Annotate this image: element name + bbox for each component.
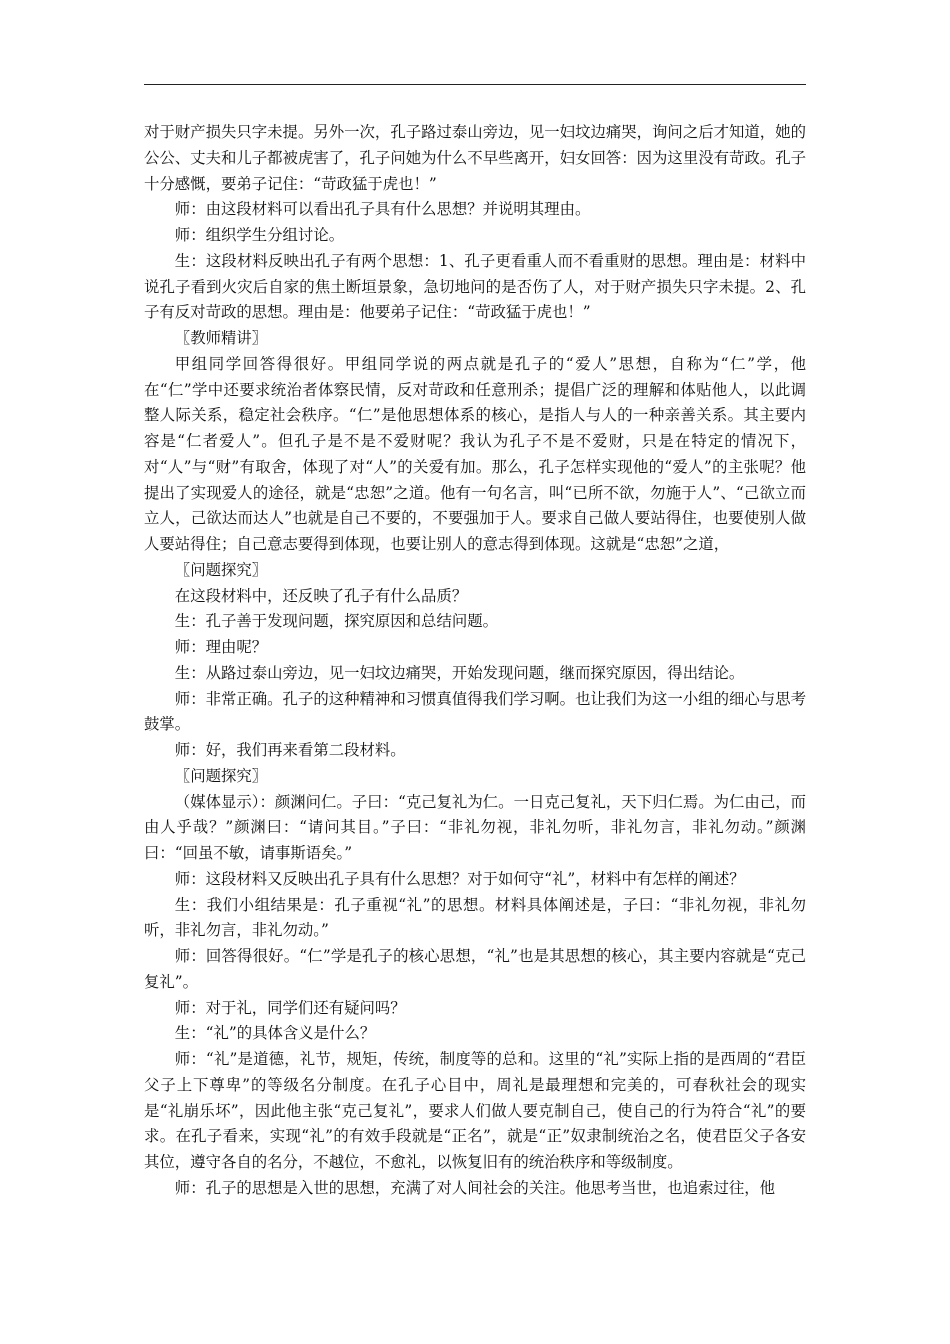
section-heading: 〖问题探究〗 — [174, 560, 268, 579]
section-heading: 〖问题探究〗 — [174, 766, 268, 785]
paragraph: 师：“礼”是道德，礼节，规矩，传统，制度等的总和。这里的“礼”实际上指的是西周的“君臣父子上下尊卑”的等级名分制度。在孔子心目中，周礼是最理想和完美的，可春秋社会的现实是“礼崩乐坏”，因此他主张“克己复礼”，要求人们做人要克制自己，使自己的行为符合“礼”的要求。在孔子看来，实现“礼”的有效手段就是“正名”，就是“正”奴隶制统治之名，使君臣父子各安其位，遵守各自的名分，不越位，不愈礼，以恢复旧有的统治秩序和等级制度。 — [144, 1050, 806, 1171]
paragraph: 师：由这段材料可以看出孔子具有什么思想？并说明其理由。 — [174, 200, 591, 219]
paragraph: 生：我们小组结果是：孔子重视“礼”的思想。材料具体阐述是，子曰：“非礼勿视，非礼勿听，非礼勿言，非礼勿动。” — [144, 895, 806, 940]
paragraph: 师：回答得很好。“仁”学是孔子的核心思想，“礼”也是其思想的核心，其主要内容就是“克己复礼”。 — [144, 947, 806, 991]
paragraph: 生：孔子善于发现问题，探究原因和总结问题。 — [174, 612, 499, 631]
paragraph: 在这段材料中，还反映了孔子有什么品质？ — [174, 586, 468, 605]
paragraph: 师：孔子的思想是入世的思想，充满了对人间社会的关注。他思考当世，也追索过往，他 — [174, 1178, 776, 1197]
paragraph: 师：这段材料又反映出孔子具有什么思想？对于如何守“礼”，材料中有怎样的阐述？ — [174, 869, 745, 888]
paragraph: 生：这段材料反映出孔子有两个思想：1、孔子更看重人而不看重财的思想。理由是：材料中说孔子看到火灾后自家的焦土断垣景象，急切地问的是否伤了人，对于财产损失只字未提。2、孔子有反对苛政的思想。理由是：他要弟子记住：“苛政猛于虎也！” — [144, 251, 806, 322]
paragraph: 对于财产损失只字未提。另外一次，孔子路过泰山旁边，见一妇坟边痛哭，询问之后才知道，她的公公、丈夫和儿子都被虎害了，孔子问她为什么不早些离开，妇女回答：因为这里没有苛政。孔子十分感慨，要弟子记住：“苛政猛于虎也！” — [144, 123, 806, 193]
section-heading: 〖教师精讲〗 — [174, 329, 268, 347]
paragraph: 生：从路过泰山旁边，见一妇坟边痛哭，开始发现问题，继而探究原因，得出结论。 — [174, 663, 745, 682]
paragraph: 师：好，我们再来看第二段材料。 — [174, 741, 406, 759]
paragraph: 师：理由呢？ — [174, 638, 268, 656]
paragraph: 师：组织学生分组讨论。 — [174, 226, 345, 244]
paragraph: 生：“礼”的具体含义是什么？ — [174, 1024, 376, 1043]
paragraph: （媒体显示）：颜渊问仁。子曰：“克己复礼为仁。一日克己复礼，天下归仁焉。为仁由己，而由人乎哉？”颜渊曰：“请问其目。”子曰：“非礼勿视，非礼勿听，非礼勿言，非礼勿动。”颜渊曰：“回虽不敏，请事斯语矣。” — [144, 792, 806, 862]
paragraph: 甲组同学回答得很好。甲组同学说的两点就是孔子的“爱人”思想，自称为“仁”学，他在“仁”学中还要求统治者体察民情，反对苛政和任意刑杀；提倡广泛的理解和体贴他人，以此调整人际关系，稳定社会秩序。“仁”是他思想体系的核心，是指人与人的一种亲善关系。其主要内容是“仁者爱人”。但孔子是不是不爱财呢？我认为孔子不是不爱财，只是在特定的情况下，对“人”与“财”有取舍，体现了对“人”的关爱有加。那么，孔子怎样实现他的“爱人”的主张呢？他提出了实现爱人的途径，就是“忠恕”之道。他有一句名言，叫“已所不欲，勿施于人”、“己欲立而立人，己欲达而达人”也就是自己不要的，不要强加于人。要求自己做人要站得住，也要使别人做人要站得住；自己意志要得到体现，也要让别人的意志得到体现。这就是“忠恕”之道， — [144, 354, 806, 553]
paragraph: 师：非常正确。孔子的这种精神和习惯真值得我们学习啊。也让我们为这一小组的细心与思考鼓掌。 — [144, 689, 806, 734]
document-body — [144, 120, 806, 1202]
header-rule — [144, 84, 806, 85]
paragraph: 师：对于礼，同学们还有疑问吗？ — [174, 998, 406, 1017]
